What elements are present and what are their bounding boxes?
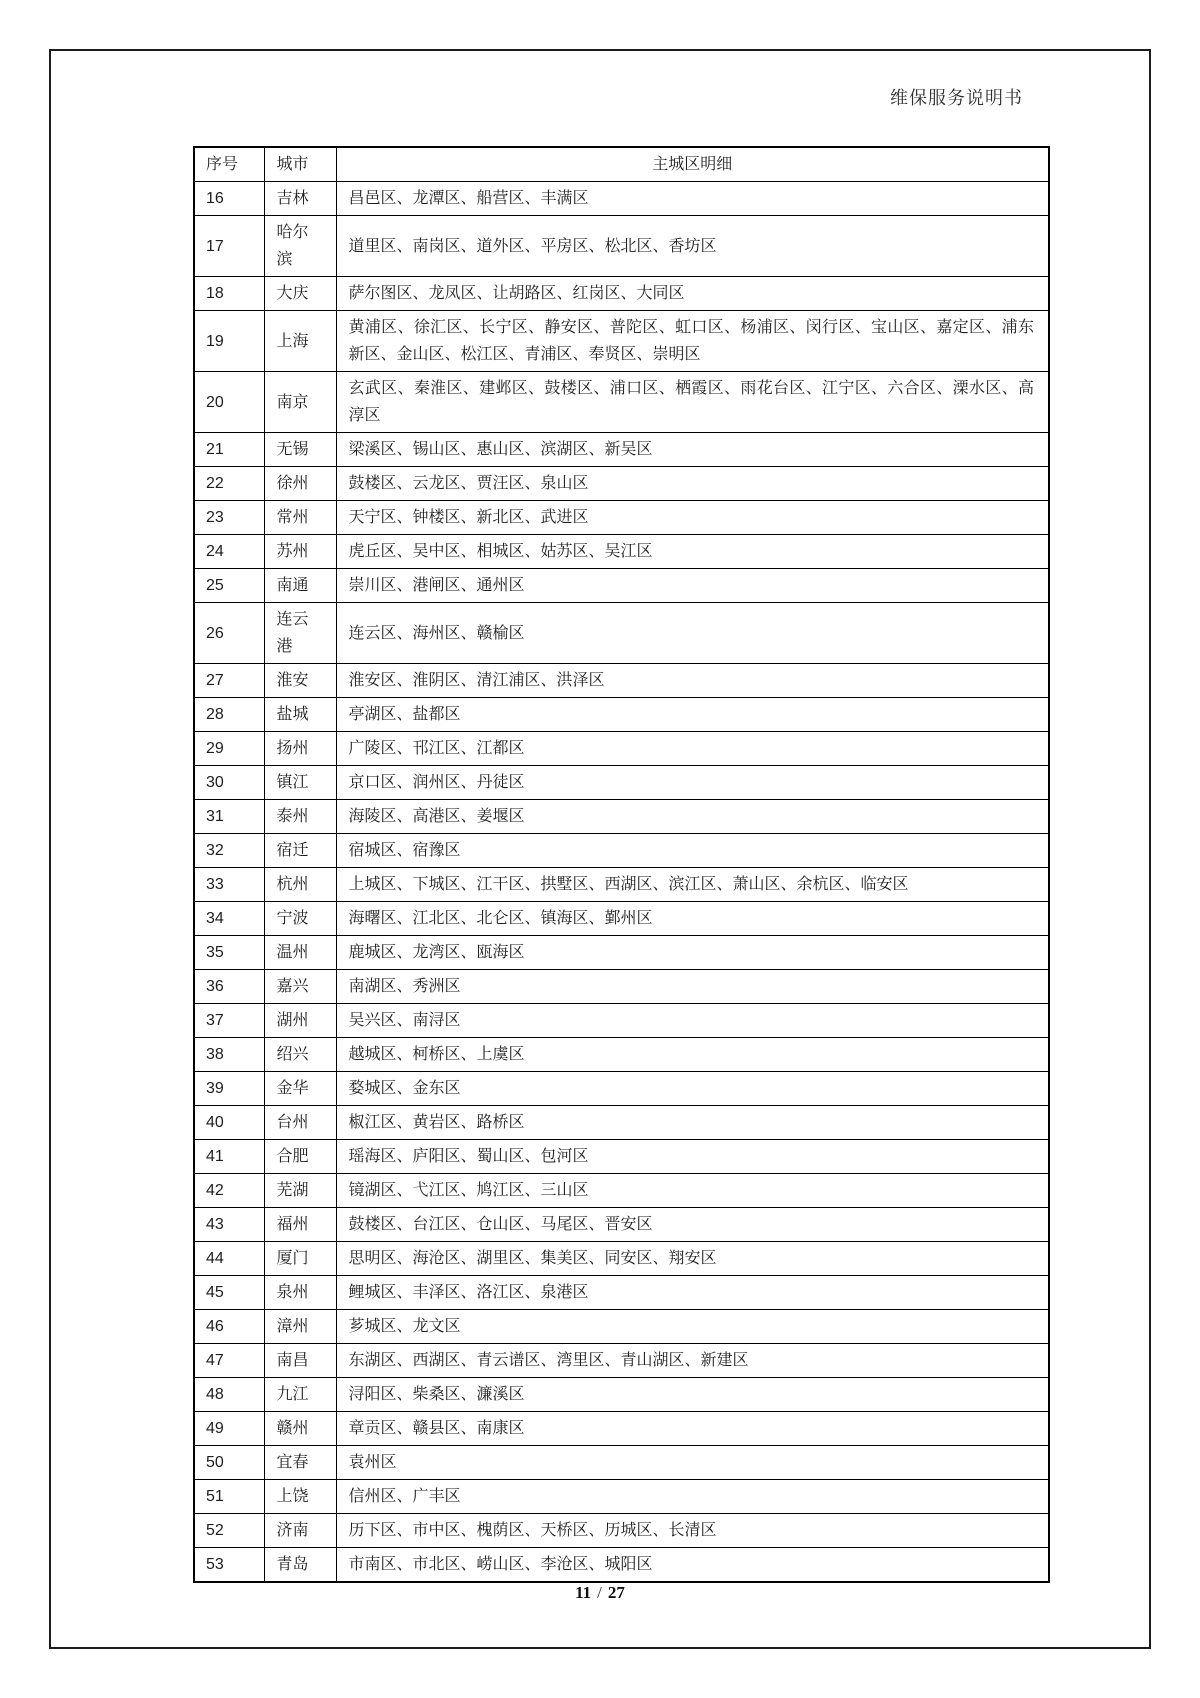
cell-districts: 广陵区、邗江区、江都区 [336, 732, 1049, 766]
table-row [194, 800, 1049, 834]
cell-no: 20 [194, 372, 264, 433]
cell-no: 33 [194, 868, 264, 902]
cell-no: 21 [194, 433, 264, 467]
cell-city: 扬州 [264, 732, 336, 766]
cell-districts: 镜湖区、弋江区、鸠江区、三山区 [336, 1174, 1049, 1208]
cell-city: 无锡 [264, 433, 336, 467]
cell-city: 九江 [264, 1378, 336, 1412]
cell-city: 徐州 [264, 467, 336, 501]
cell-no: 18 [194, 277, 264, 311]
cell-no: 48 [194, 1378, 264, 1412]
cell-city: 宁波 [264, 902, 336, 936]
cell-no: 32 [194, 834, 264, 868]
cell-city: 常州 [264, 501, 336, 535]
cell-districts: 昌邑区、龙潭区、船营区、丰满区 [336, 182, 1049, 216]
cell-no: 38 [194, 1038, 264, 1072]
table-row [194, 216, 1049, 277]
page-footer [51, 1583, 1149, 1603]
table-row [194, 1480, 1049, 1514]
table-row [194, 1038, 1049, 1072]
cell-districts: 黄浦区、徐汇区、长宁区、静安区、普陀区、虹口区、杨浦区、闵行区、宝山区、嘉定区、浦东新区、金山区、松江区、青浦区、奉贤区、崇明区 [336, 311, 1049, 372]
table-body [194, 182, 1049, 1583]
table-row [194, 698, 1049, 732]
cell-districts: 信州区、广丰区 [336, 1480, 1049, 1514]
cell-districts: 鼓楼区、台江区、仓山区、马尾区、晋安区 [336, 1208, 1049, 1242]
cell-city: 湖州 [264, 1004, 336, 1038]
cell-city: 泉州 [264, 1276, 336, 1310]
table-row [194, 1208, 1049, 1242]
cell-districts: 宿城区、宿豫区 [336, 834, 1049, 868]
cell-districts: 芗城区、龙文区 [336, 1310, 1049, 1344]
page-number-current: 11 [575, 1583, 592, 1602]
cell-city: 镇江 [264, 766, 336, 800]
cell-no: 49 [194, 1412, 264, 1446]
table-row [194, 1242, 1049, 1276]
cell-city: 青岛 [264, 1548, 336, 1583]
table-row [194, 433, 1049, 467]
cell-city: 盐城 [264, 698, 336, 732]
cell-city: 哈尔滨 [264, 216, 336, 277]
cell-city: 上海 [264, 311, 336, 372]
cell-districts: 思明区、海沧区、湖里区、集美区、同安区、翔安区 [336, 1242, 1049, 1276]
table-row [194, 732, 1049, 766]
cell-districts: 京口区、润州区、丹徒区 [336, 766, 1049, 800]
table-row [194, 1412, 1049, 1446]
cell-city: 福州 [264, 1208, 336, 1242]
cell-no: 42 [194, 1174, 264, 1208]
cell-districts: 天宁区、钟楼区、新北区、武进区 [336, 501, 1049, 535]
cell-districts: 椒江区、黄岩区、路桥区 [336, 1106, 1049, 1140]
table-row [194, 1106, 1049, 1140]
cell-city: 绍兴 [264, 1038, 336, 1072]
cell-city: 芜湖 [264, 1174, 336, 1208]
cell-city: 济南 [264, 1514, 336, 1548]
table-row [194, 834, 1049, 868]
cell-city: 厦门 [264, 1242, 336, 1276]
cell-city: 大庆 [264, 277, 336, 311]
cell-no: 36 [194, 970, 264, 1004]
table-row [194, 1072, 1049, 1106]
cell-city: 台州 [264, 1106, 336, 1140]
cell-no: 23 [194, 501, 264, 535]
cell-no: 28 [194, 698, 264, 732]
table-row [194, 970, 1049, 1004]
table-row [194, 1514, 1049, 1548]
col-header-districts: 主城区明细 [336, 147, 1049, 182]
cell-districts: 梁溪区、锡山区、惠山区、滨湖区、新吴区 [336, 433, 1049, 467]
cell-districts: 市南区、市北区、崂山区、李沧区、城阳区 [336, 1548, 1049, 1583]
cell-no: 41 [194, 1140, 264, 1174]
cell-no: 31 [194, 800, 264, 834]
table-row [194, 1174, 1049, 1208]
table-row [194, 501, 1049, 535]
cell-districts: 上城区、下城区、江干区、拱墅区、西湖区、滨江区、萧山区、余杭区、临安区 [336, 868, 1049, 902]
cell-no: 37 [194, 1004, 264, 1038]
cell-no: 29 [194, 732, 264, 766]
cell-no: 16 [194, 182, 264, 216]
table-row [194, 467, 1049, 501]
cell-districts: 崇川区、港闸区、通州区 [336, 569, 1049, 603]
cell-districts: 鼓楼区、云龙区、贾汪区、泉山区 [336, 467, 1049, 501]
cell-no: 22 [194, 467, 264, 501]
page-border-frame [49, 49, 1151, 1649]
cell-no: 30 [194, 766, 264, 800]
cell-city: 淮安 [264, 664, 336, 698]
table-row [194, 277, 1049, 311]
cell-no: 43 [194, 1208, 264, 1242]
cell-no: 19 [194, 311, 264, 372]
cell-city: 南京 [264, 372, 336, 433]
cell-no: 44 [194, 1242, 264, 1276]
table-row [194, 1140, 1049, 1174]
cell-city: 漳州 [264, 1310, 336, 1344]
cell-no: 47 [194, 1344, 264, 1378]
table-header-row [194, 147, 1049, 182]
cell-no: 53 [194, 1548, 264, 1583]
cell-districts: 瑶海区、庐阳区、蜀山区、包河区 [336, 1140, 1049, 1174]
cell-no: 45 [194, 1276, 264, 1310]
cell-no: 40 [194, 1106, 264, 1140]
cell-city: 温州 [264, 936, 336, 970]
table-row [194, 182, 1049, 216]
cell-city: 南通 [264, 569, 336, 603]
table-row [194, 1344, 1049, 1378]
cell-no: 34 [194, 902, 264, 936]
table-row [194, 311, 1049, 372]
table-row [194, 1446, 1049, 1480]
cell-city: 宜春 [264, 1446, 336, 1480]
col-header-no: 序号 [194, 147, 264, 182]
cell-no: 35 [194, 936, 264, 970]
cell-no: 26 [194, 603, 264, 664]
cell-districts: 历下区、市中区、槐荫区、天桥区、历城区、长清区 [336, 1514, 1049, 1548]
cell-city: 合肥 [264, 1140, 336, 1174]
document-header [890, 84, 1023, 110]
cell-city: 连云港 [264, 603, 336, 664]
cell-city: 吉林 [264, 182, 336, 216]
table-row [194, 535, 1049, 569]
cell-districts: 吴兴区、南浔区 [336, 1004, 1049, 1038]
cell-districts: 南湖区、秀洲区 [336, 970, 1049, 1004]
table-row [194, 868, 1049, 902]
cell-no: 46 [194, 1310, 264, 1344]
cell-districts: 鹿城区、龙湾区、瓯海区 [336, 936, 1049, 970]
cell-districts: 虎丘区、吴中区、相城区、姑苏区、吴江区 [336, 535, 1049, 569]
cell-districts: 淮安区、淮阴区、清江浦区、洪泽区 [336, 664, 1049, 698]
cell-city: 南昌 [264, 1344, 336, 1378]
table-row [194, 1378, 1049, 1412]
cell-districts: 萨尔图区、龙凤区、让胡路区、红岗区、大同区 [336, 277, 1049, 311]
table-row [194, 569, 1049, 603]
cell-districts: 连云区、海州区、赣榆区 [336, 603, 1049, 664]
cell-city: 上饶 [264, 1480, 336, 1514]
cell-no: 24 [194, 535, 264, 569]
table-row [194, 603, 1049, 664]
cell-districts: 海陵区、高港区、姜堰区 [336, 800, 1049, 834]
cell-no: 25 [194, 569, 264, 603]
table-row [194, 664, 1049, 698]
doc-title: 维保服务说明书 [890, 88, 1023, 108]
table-row [194, 902, 1049, 936]
cell-no: 51 [194, 1480, 264, 1514]
table-row [194, 766, 1049, 800]
cell-districts: 婺城区、金东区 [336, 1072, 1049, 1106]
cell-no: 17 [194, 216, 264, 277]
cell-districts: 亭湖区、盐都区 [336, 698, 1049, 732]
cell-no: 52 [194, 1514, 264, 1548]
cell-city: 苏州 [264, 535, 336, 569]
table-row [194, 1310, 1049, 1344]
cell-districts: 东湖区、西湖区、青云谱区、湾里区、青山湖区、新建区 [336, 1344, 1049, 1378]
cell-no: 50 [194, 1446, 264, 1480]
cell-city: 赣州 [264, 1412, 336, 1446]
cell-districts: 道里区、南岗区、道外区、平房区、松北区、香坊区 [336, 216, 1049, 277]
page-number-separator: / [597, 1583, 602, 1602]
cell-no: 27 [194, 664, 264, 698]
cell-no: 39 [194, 1072, 264, 1106]
cell-districts: 越城区、柯桥区、上虞区 [336, 1038, 1049, 1072]
cell-districts: 玄武区、秦淮区、建邺区、鼓楼区、浦口区、栖霞区、雨花台区、江宁区、六合区、溧水区、高淳区 [336, 372, 1049, 433]
cell-districts: 海曙区、江北区、北仑区、镇海区、鄞州区 [336, 902, 1049, 936]
table-row [194, 1548, 1049, 1583]
cell-districts: 袁州区 [336, 1446, 1049, 1480]
cell-city: 宿迁 [264, 834, 336, 868]
cell-districts: 鲤城区、丰泽区、洛江区、泉港区 [336, 1276, 1049, 1310]
cell-districts: 浔阳区、柴桑区、濂溪区 [336, 1378, 1049, 1412]
col-header-city: 城市 [264, 147, 336, 182]
city-districts-table [193, 146, 1050, 1583]
table-row [194, 372, 1049, 433]
cell-city: 嘉兴 [264, 970, 336, 1004]
table-row [194, 936, 1049, 970]
cell-city: 杭州 [264, 868, 336, 902]
table-row [194, 1004, 1049, 1038]
table-row [194, 1276, 1049, 1310]
page-number-total: 27 [607, 1583, 625, 1602]
cell-city: 泰州 [264, 800, 336, 834]
cell-districts: 章贡区、赣县区、南康区 [336, 1412, 1049, 1446]
cell-city: 金华 [264, 1072, 336, 1106]
